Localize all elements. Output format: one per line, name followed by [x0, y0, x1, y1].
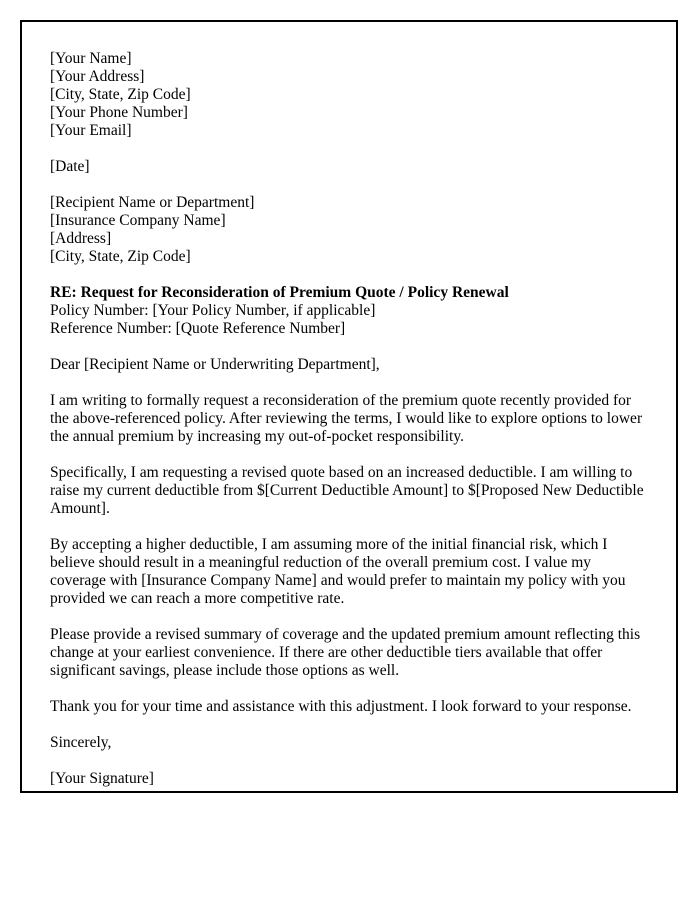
paragraph-5: Thank you for your time and assistance with this adjustment. I look forward to your response.	[50, 698, 632, 715]
subject-line: RE: Request for Reconsideration of Premium Quote / Policy Renewal	[50, 284, 509, 301]
closing: Sincerely,	[50, 734, 112, 751]
sender-name: [Your Name]	[50, 50, 132, 67]
signature-line: [Your Signature]	[50, 770, 154, 787]
recipient-name: [Recipient Name or Department]	[50, 194, 255, 211]
paragraph-1: I am writing to formally request a reconsideration of the premium quote recently provided for the above-referenced policy. After reviewing the terms, I would like to explore options to lower the annual premium by increasing my out-of-pocket responsibility.	[50, 392, 643, 445]
reference-number-line: Reference Number: [Quote Reference Number]	[50, 320, 346, 337]
recipient-address-block	[50, 194, 648, 266]
recipient-address: [Address]	[50, 230, 112, 247]
policy-number-line: Policy Number: [Your Policy Number, if applicable]	[50, 302, 376, 319]
salutation: Dear [Recipient Name or Underwriting Department],	[50, 356, 380, 373]
recipient-company: [Insurance Company Name]	[50, 212, 226, 229]
recipient-city-state-zip: [City, State, Zip Code]	[50, 248, 191, 265]
paragraph-3: By accepting a higher deductible, I am assuming more of the initial financial risk, which I believe should result in a meaningful reduction of the overall premium cost. I value my coverage with [Insurance Company Name] and would prefer to maintain my policy with you provided we can reach a more competitive rate.	[50, 536, 626, 607]
date-block	[50, 158, 648, 176]
sender-email: [Your Email]	[50, 122, 132, 139]
paragraph-2: Specifically, I am requesting a revised quote based on an increased deductible. I am willing to raise my current deductible from $[Current Deductible Amount] to $[Proposed New Deductible Amount].	[50, 464, 644, 517]
paragraph-4: Please provide a revised summary of coverage and the updated premium amount reflecting this change at your earliest convenience. If there are other deductible tiers available that offer significant savings, please include those options as well.	[50, 626, 641, 679]
sender-city-state-zip: [City, State, Zip Code]	[50, 86, 191, 103]
subject-block	[50, 284, 648, 338]
letter-body	[20, 20, 678, 793]
date-line: [Date]	[50, 158, 90, 175]
sender-address-block	[50, 50, 648, 140]
sender-address: [Your Address]	[50, 68, 145, 85]
sender-phone: [Your Phone Number]	[50, 104, 188, 121]
